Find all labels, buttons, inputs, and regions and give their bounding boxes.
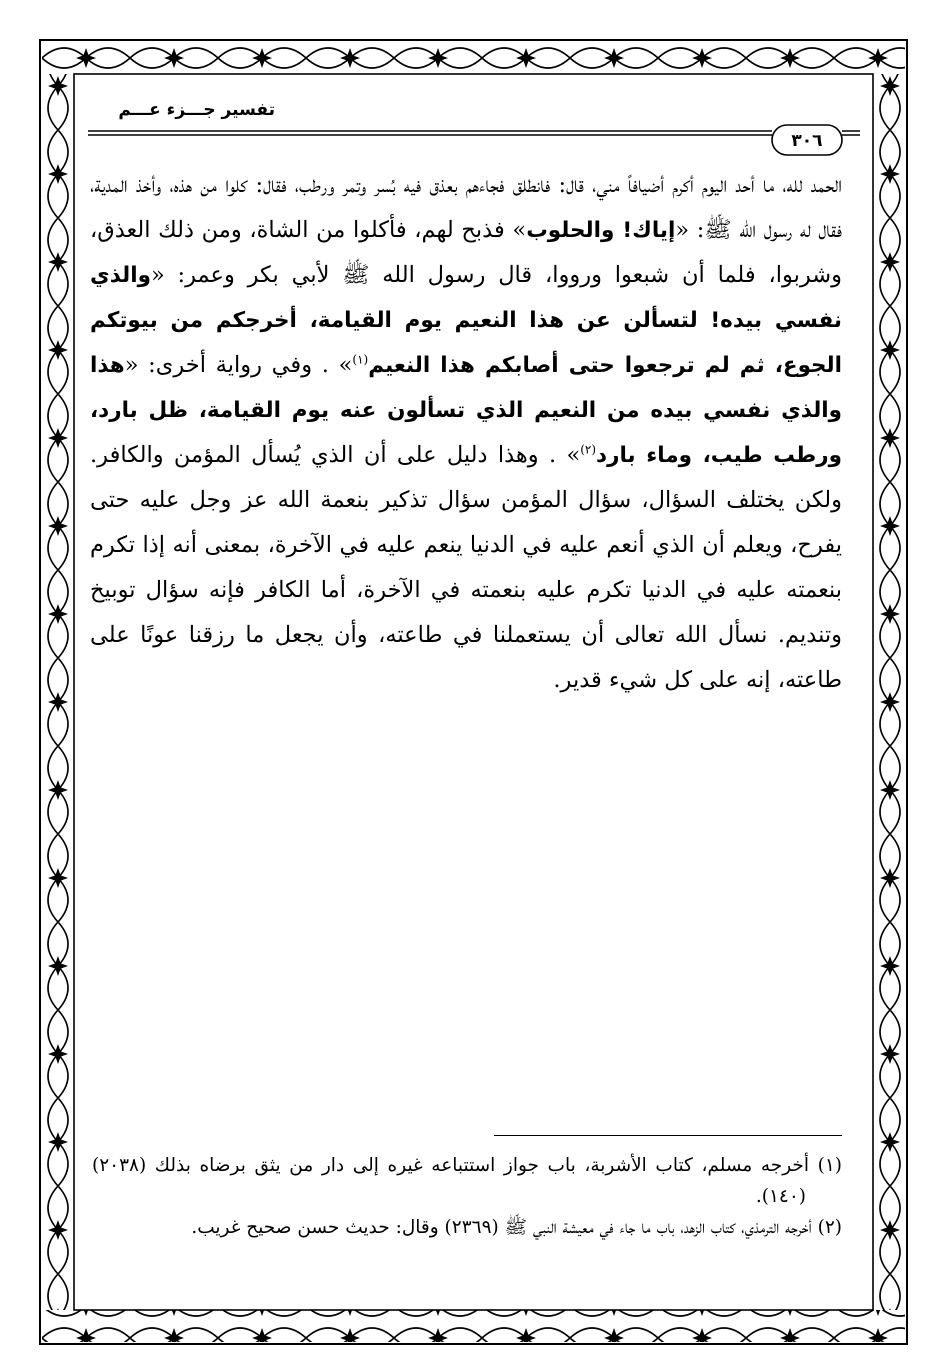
footnote-ref[interactable]: (٢) bbox=[580, 442, 597, 457]
text-segment: » . وفي رواية أخرى: « bbox=[124, 352, 353, 378]
body-paragraph bbox=[90, 163, 842, 703]
text-segment: » فذبح لهم، فأكلوا من الشاة، ومن ذلك العذق، وشربوا، فلما أن شبعوا ورووا، قال رسول الله ﷺ لأبي بكر وعمر: « bbox=[90, 217, 842, 288]
hadith-quote: والذي نفسي بيده! لتسألن عن هذا النعيم يوم القيامة، أخرجكم من بيوتكم الجوع، ثم لم ترجعوا حتى أصابكم هذا النعيم bbox=[90, 263, 842, 378]
text-segment: » . وهذا دليل على أن الذي يُسأل المؤمن والكافر. ولكن يختلف السؤال، سؤال المؤمن سؤال تذكير بنعمة الله عز وجل عليه حتى يفرح، ويعلم أن الذي أنعم عليه في الدنيا ينعم عليه في الآخرة، بمعنى أنه إذا تكرم بنعمته عليه في الدنيا تكرم عليه بنعمته في الآخرة، أما الكافر فإنه سؤال توبيخ وتنديم. نسأل الله تعالى أن يستعملنا في طاعته، وأن يجعل ما رزقنا عونًا على طاعته، إنه على كل شيء قدير. bbox=[90, 442, 842, 693]
footnote-ref[interactable]: (١) bbox=[352, 352, 369, 367]
hadith-quote: هذا والذي نفسي بيده من النعيم الذي تسألون عنه يوم القيامة، ظل بارد، ورطب طيب، وماء بارد bbox=[90, 353, 842, 468]
footnotes bbox=[92, 1150, 842, 1243]
footnote-2: (٢) أخرجه الترمذي، كتاب الزهد، باب ما جاء في معيشة النبي ﷺ (٢٣٦٩) وقال: حديث حسن صحيح غريب. bbox=[191, 1217, 842, 1238]
running-title: تفسير جـــزء عـــم bbox=[118, 100, 275, 120]
footnote-1: (١) أخرجه مسلم، كتاب الأشربة، باب جواز استتباعه غيره إلى دار من يثق برضاه بذلك (٢٠٣٨) (١٤٠). bbox=[92, 1155, 842, 1207]
text-segment: الحمد لله، ما أحد اليوم أكرم أضيافاً مني، قال: فانطلق فجاءهم بعذق فيه بُسر وتمر ورطب، فقال: كلوا من هذه، وأخذ المدية، فقال له رسول الله ﷺ: « bbox=[90, 172, 842, 243]
footnote-separator bbox=[494, 1135, 842, 1136]
hadith-quote: إياك! والحلوب bbox=[526, 218, 676, 243]
page-number: ٣٠٦ bbox=[791, 131, 823, 151]
